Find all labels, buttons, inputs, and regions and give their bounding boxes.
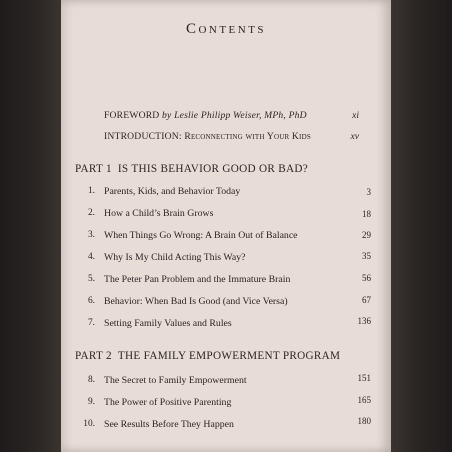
chapter-3-title: When Things Go Wrong: A Brain Out of Balance [104,230,298,241]
foreword-label: FOREWORD [104,110,160,121]
front-matter-introduction [104,131,311,142]
background-right [391,0,452,452]
part-2-label: PART 2 [75,350,112,362]
foreword-byline: by Leslie Philipp Weiser, MPh, PhD [162,110,307,121]
part-1-heading [75,163,308,175]
chapter-2-number: 2. [87,208,95,218]
chapter-9-title: The Power of Positive Parenting [104,397,232,408]
chapter-5-title: The Peter Pan Problem and the Immature Brain [104,274,291,285]
chapter-2-page: 18 [362,209,371,219]
chapter-7-page: 136 [357,316,371,326]
chapter-4-page: 35 [362,251,371,261]
chapter-10-title: See Results Before They Happen [104,419,234,430]
chapter-5-page: 56 [362,273,371,283]
part-1-title: IS THIS BEHAVIOR GOOD OR BAD? [117,163,308,175]
chapter-7-number: 7. [87,318,95,328]
chapter-9-page: 165 [357,395,371,405]
chapter-1-number: 1. [87,186,95,196]
chapter-10-page: 180 [357,416,371,426]
chapter-4-number: 4. [87,252,95,262]
chapter-2-title: How a Child’s Brain Grows [104,208,214,219]
chapter-7-title: Setting Family Values and Rules [104,318,232,329]
chapter-3-page: 29 [362,230,371,240]
front-matter-foreword [104,110,307,121]
chapter-8-title: The Secret to Family Empowerment [104,375,247,386]
chapter-10-number: 10. [83,419,95,429]
part-2-heading [75,350,340,362]
chapter-6-page: 67 [362,295,371,305]
introduction-page: xv [350,131,359,142]
chapter-8-page: 151 [357,373,371,383]
chapter-1-page: 3 [366,187,371,197]
page-title: Contents [185,21,267,37]
part-2-title: THE FAMILY EMPOWERMENT PROGRAM [117,350,341,362]
part-1-label: PART 1 [75,163,112,175]
chapter-5-number: 5. [87,274,95,284]
chapter-1-title: Parents, Kids, and Behavior Today [104,186,241,197]
background-left [0,0,61,452]
chapter-3-number: 3. [87,230,95,240]
chapter-6-number: 6. [87,296,95,306]
chapter-4-title: Why Is My Child Acting This Way? [104,252,246,263]
chapter-9-number: 9. [87,397,95,407]
introduction-label: INTRODUCTION: Reconnecting with Your Kids [104,131,311,142]
book-page [61,0,391,452]
chapter-8-number: 8. [87,375,95,385]
chapter-6-title: Behavior: When Bad Is Good (and Vice Versa) [104,296,288,307]
foreword-page: xi [352,110,359,121]
